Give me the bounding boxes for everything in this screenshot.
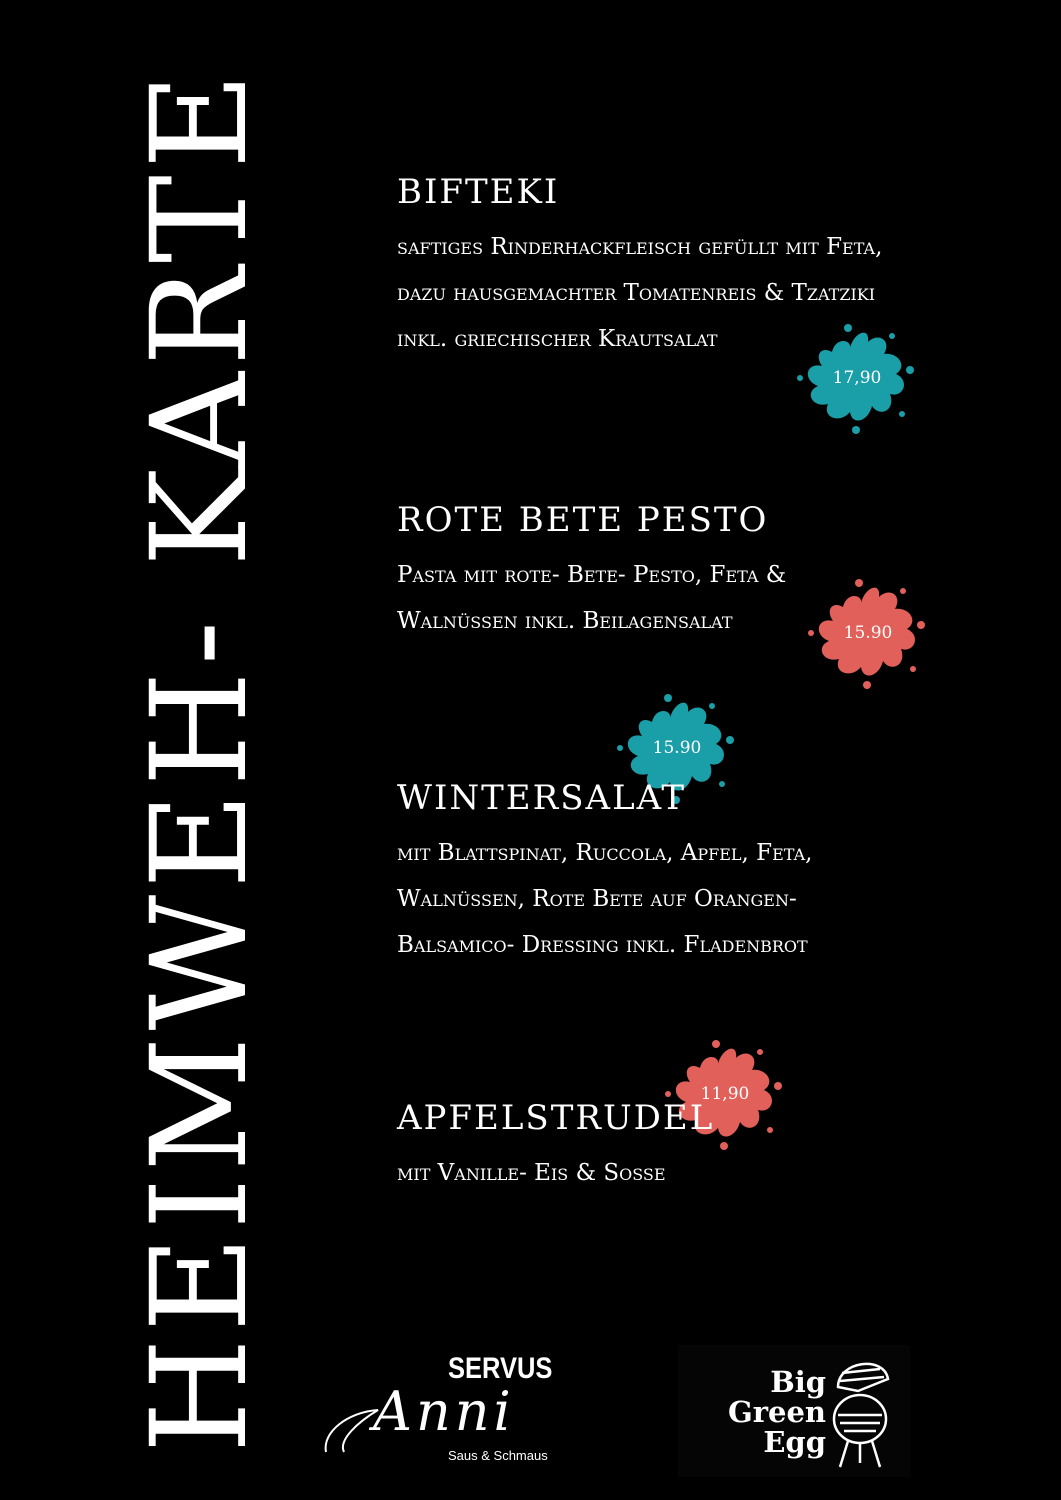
item-name: ROTE BETE PESTO bbox=[397, 500, 769, 540]
desc-line: dazu hausgemachter Tomatenreis & Tzatziki bbox=[397, 280, 876, 306]
item-name: WINTERSALAT bbox=[397, 778, 687, 818]
price-splat bbox=[803, 573, 933, 693]
desc-line: mit Blattspinat, Ruccola, Apfel, Feta, bbox=[397, 840, 813, 866]
desc-line: mit Vanille- Eis & Soße bbox=[397, 1160, 666, 1186]
menu-item-wintersalat bbox=[397, 778, 812, 968]
page-title: HEIMWEH- KARTE bbox=[123, 66, 277, 1454]
item-description bbox=[397, 552, 786, 644]
menu-item-apfelstrudel bbox=[397, 1098, 714, 1196]
servus-anni-logo bbox=[318, 1352, 573, 1472]
item-name: BIFTEKI bbox=[397, 172, 560, 212]
servus-word: SERVUS bbox=[448, 1352, 553, 1385]
desc-line: Balsamico- Dressing inkl. Fladenbrot bbox=[397, 932, 808, 958]
desc-line: inkl. griechischer Krautsalat bbox=[397, 326, 718, 352]
item-description bbox=[397, 830, 812, 968]
price-splat bbox=[792, 318, 922, 438]
grill-egg-icon bbox=[828, 1351, 898, 1473]
item-description bbox=[397, 1150, 714, 1196]
price-label: 15.90 bbox=[843, 623, 893, 643]
price-label: 17,90 bbox=[832, 368, 882, 388]
bge-wordmark bbox=[706, 1367, 826, 1457]
bge-line: Green bbox=[727, 1395, 826, 1429]
bge-line: Egg bbox=[763, 1425, 826, 1459]
price-label: 11,90 bbox=[700, 1084, 750, 1104]
menu-item-rote-bete-pesto bbox=[397, 500, 786, 644]
anni-script: Anni bbox=[373, 1380, 515, 1443]
desc-line: Walnüssen inkl. Beilagensalat bbox=[397, 608, 733, 634]
item-name: APFELSTRUDEL bbox=[397, 1098, 715, 1138]
bge-line: Big bbox=[770, 1365, 826, 1399]
price-label: 15.90 bbox=[652, 738, 702, 758]
desc-line: Walnüssen, Rote Bete auf Orangen- bbox=[397, 886, 797, 912]
desc-line: Pasta mit rote- Bete- Pesto, Feta & bbox=[397, 562, 787, 588]
big-green-egg-logo bbox=[678, 1345, 910, 1477]
servus-tagline: Saus & Schmaus bbox=[448, 1448, 548, 1463]
desc-line: saftiges Rinderhackfleisch gefüllt mit Feta, bbox=[397, 234, 883, 260]
